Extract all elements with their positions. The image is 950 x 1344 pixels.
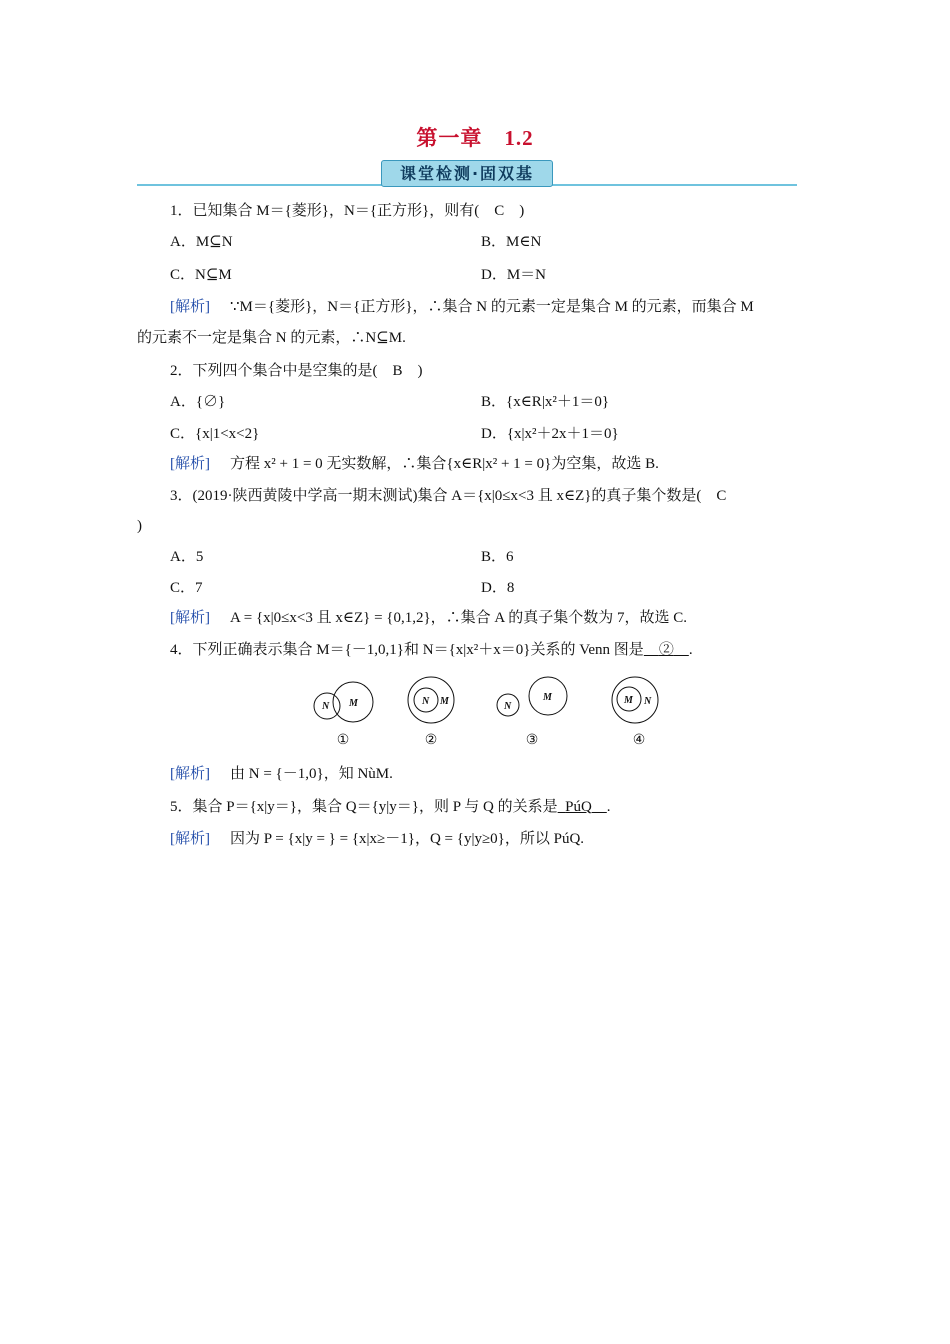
q4-stem — [170, 640, 693, 660]
venn1-label-m: M — [349, 698, 358, 709]
q4-stem-text: 4．下列正确表示集合 M＝{－1,0,1}和 N＝{x|x²＋x＝0}关系的 Venn 图是 — [170, 642, 644, 658]
venn3-label-n: N — [504, 701, 512, 712]
q4-analysis-tag: [解析] — [170, 766, 210, 782]
q5-analysis-tag: [解析] — [170, 831, 210, 847]
q2-option-c: C．{x|1<x<2} — [170, 426, 260, 442]
venn4-label-n: N — [644, 696, 652, 707]
q2-stem: 2．下列四个集合中是空集的是( B ) — [170, 363, 423, 379]
q4-answer: ② — [658, 642, 674, 658]
q2-option-a: A．{∅} — [170, 394, 226, 410]
q1-analysis-tag: [解析] — [170, 299, 210, 315]
q5-analysis: 因为 P = {x|y = } = {x|x≥－1}，Q = {y|y≥0}，所以 PúQ. — [230, 831, 585, 847]
q5-stem-text: 5．集合 P＝{x|y＝}，集合 Q＝{y|y＝}，则 P 与 Q 的关系是 — [170, 799, 558, 815]
q5-stem — [170, 797, 611, 817]
venn-label-2: ② — [424, 733, 438, 748]
q2-option-d: D．{x|x²＋2x＋1＝0} — [481, 426, 619, 442]
section-banner: 课堂检测·固双基 — [381, 160, 553, 187]
q2-analysis-tag: [解析] — [170, 456, 210, 472]
q3-option-d: D．8 — [481, 580, 515, 596]
venn2-label-n: N — [422, 696, 430, 707]
q4-analysis: 由 N = {－1,0}，知 NùM. — [230, 766, 393, 782]
q4-stem-end: . — [688, 642, 693, 658]
q3-analysis: A = {x|0≤x<3 且 x∈Z} = {0,1,2}，∴集合 A 的真子集个数为 7，故选 C. — [230, 610, 687, 626]
q1-option-c: C．N⊆M — [170, 267, 232, 283]
q3-option-c: C．7 — [170, 580, 203, 596]
q2-option-b: B．{x∈R|x²＋1＝0} — [481, 394, 610, 410]
q1-stem: 1．已知集合 M＝{菱形}，N＝{正方形}，则有( C ) — [170, 203, 525, 219]
venn2-label-m: M — [440, 696, 449, 707]
q1-option-a: A．M⊆N — [170, 234, 233, 250]
q3-analysis-tag: [解析] — [170, 610, 210, 626]
q5-answer-blank — [558, 799, 607, 815]
q1-option-d: D．M＝N — [481, 267, 547, 283]
q3-stem-line2: ) — [137, 518, 142, 534]
q3-option-a: A．5 — [170, 549, 204, 565]
q5-answer: PúQ — [565, 799, 592, 815]
q1-option-b: B．M∈N — [481, 234, 542, 250]
venn1-label-n: N — [322, 701, 330, 712]
q1-analysis-line2: 的元素不一定是集合 N 的元素，∴N⊆M. — [137, 330, 406, 346]
q1-analysis-line1: ∵M＝{菱形}，N＝{正方形}，∴集合 N 的元素一定是集合 M 的元素，而集合 M — [230, 299, 754, 315]
q4-answer-blank — [644, 642, 689, 658]
venn-diagrams — [300, 675, 690, 731]
q3-stem-line1: 3．(2019·陕西黄陵中学高一期末测试)集合 A＝{x|0≤x<3 且 x∈Z}的真子集个数是( C — [170, 488, 727, 504]
venn-label-4: ④ — [632, 733, 646, 748]
chapter-title: 第一章 1.2 — [416, 126, 534, 150]
q5-stem-end: . — [606, 799, 611, 815]
q3-option-b: B．6 — [481, 549, 514, 565]
venn-label-3: ③ — [525, 733, 539, 748]
venn3-label-m: M — [543, 692, 552, 703]
venn4-label-m: M — [624, 695, 633, 706]
q2-analysis: 方程 x² + 1 = 0 无实数解，∴集合{x∈R|x² + 1 = 0}为空集，故选 B. — [230, 456, 659, 472]
venn-label-1: ① — [336, 733, 350, 748]
